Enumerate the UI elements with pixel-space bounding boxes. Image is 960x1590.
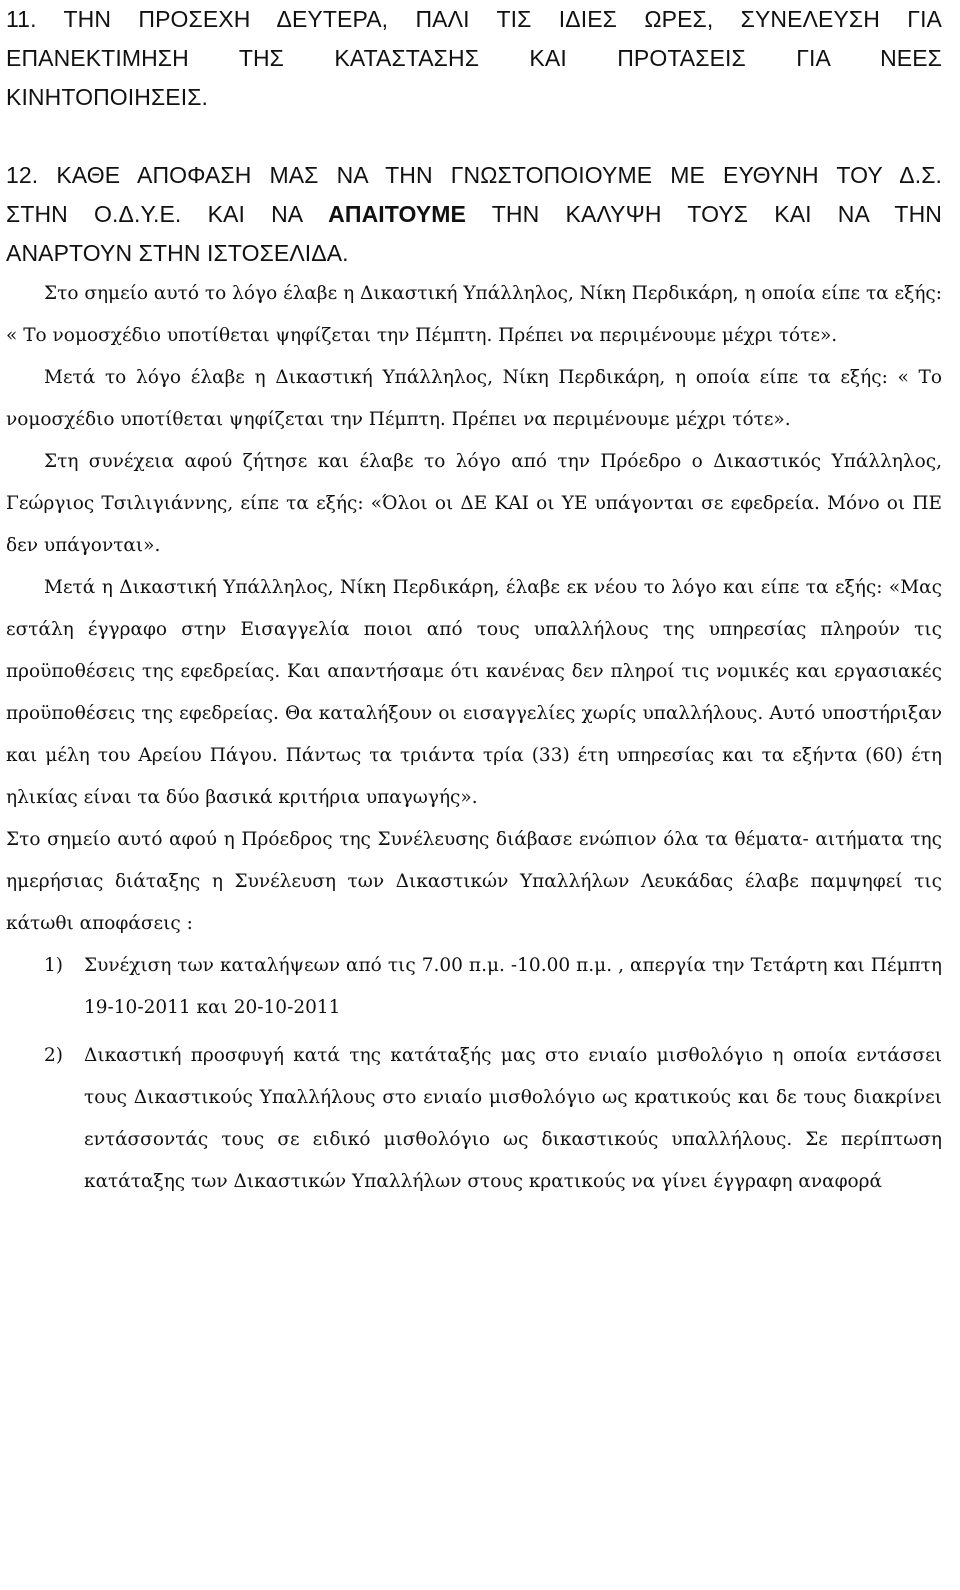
decision-item	[6, 945, 942, 1029]
decision-text: Συνέχιση των καταλήψεων από τις 7.00 π.μ. -10.00 π.μ. , απεργία την Τετάρτη και Πέμπτη 19-10-2011 και 20-10-2011	[84, 955, 942, 1018]
paragraph-perdikari-1: Στο σημείο αυτό το λόγο έλαβε η Δικαστική Υπάλληλος, Νίκη Περδικάρη, η οποία είπε τα εξής: « Το νομοσχέδιο υποτίθεται ψηφίζεται την Πέμπτη. Πρέπει να περιμένουμε μέχρι τότε».	[6, 283, 942, 346]
document-page	[6, 0, 942, 1590]
item-12-line-1: 12. ΚΑΘΕ ΑΠΟΦΑΣΗ ΜΑΣ ΝΑ ΤΗΝ ΓΝΩΣΤΟΠΟΙΟΥΜΕ ΜΕ ΕΥΘΥΝΗ ΤΟΥ Δ.Σ.	[6, 162, 942, 188]
item-12-line-2-start: ΣΤΗΝ Ο.Δ.Υ.Ε. ΚΑΙ ΝΑ	[6, 201, 302, 227]
item-12-emphasis: ΑΠΑΙΤΟΥΜΕ	[328, 201, 467, 227]
item-11-line-3: ΚΙΝΗΤΟΠΟΙΗΣΕΙΣ.	[6, 84, 209, 110]
item-11	[6, 0, 942, 117]
item-12-line-2-end: ΤΗΝ ΚΑΛΥΨΗ ΤΟΥΣ ΚΑΙ ΝΑ ΤΗΝ	[491, 201, 942, 227]
decision-number: 2)	[44, 1045, 63, 1066]
item-12-line-3: ΑΝΑΡΤΟΥΝ ΣΤΗΝ ΙΣΤΟΣΕΛΙΔΑ.	[6, 240, 349, 266]
item-12	[6, 156, 942, 273]
item-11-line-2: ΕΠΑΝΕΚΤΙΜΗΣΗ ΤΗΣ ΚΑΤΑΣΤΑΣΗΣ ΚΑΙ ΠΡΟΤΑΣΕΙΣ ΓΙΑ ΝΕΕΣ	[6, 45, 942, 71]
decisions-list	[6, 945, 942, 1203]
paragraph-decisions-intro: Στο σημείο αυτό αφού η Πρόεδρος της Συνέλευσης διάβασε ενώπιον όλα τα θέματα- αιτήματα της ημερήσιας διάταξης η Συνέλευση των Δικαστικών Υπαλλήλων Λευκάδας έλαβε παμψηφεί τις κάτωθι αποφάσεις :	[6, 829, 942, 934]
paragraph-perdikari-2: Μετά το λόγο έλαβε η Δικαστική Υπάλληλος, Νίκη Περδικάρη, η οποία είπε τα εξής: « Το νομοσχέδιο υποτίθεται ψηφίζεται την Πέμπτη. Πρέπει να περιμένουμε μέχρι τότε».	[6, 367, 942, 430]
item-11-line-1: 11. ΤΗΝ ΠΡΟΣΕΧΗ ΔΕΥΤΕΡΑ, ΠΑΛΙ ΤΙΣ ΙΔΙΕΣ ΩΡΕΣ, ΣΥΝΕΛΕΥΣΗ ΓΙΑ	[6, 6, 942, 32]
decision-text: Δικαστική προσφυγή κατά της κατάταξής μας στο ενιαίο μισθολόγιο η οποία εντάσσει τους Δικαστικούς Υπαλλήλους στο ενιαίο μισθολόγιο ως κρατικούς και δε τους διακρίνει εντάσσοντάς τους σε ειδικό μισθολόγιο ως δικαστικούς υπαλλήλους. Σε περίπτωση κατάταξης των Δικαστικών Υπαλλήλων στους κρατικούς να γίνει έγγραφη αναφορά	[84, 1045, 942, 1192]
item-12-line-2	[6, 195, 942, 234]
decision-number: 1)	[44, 955, 63, 976]
minutes-body	[6, 273, 942, 1203]
paragraph-perdikari-3: Μετά η Δικαστική Υπάλληλος, Νίκη Περδικάρη, έλαβε εκ νέου το λόγο και είπε τα εξής: «Μας εστάλη έγγραφο στην Εισαγγελία ποιοι από τους υπαλλήλους της υπηρεσίας πληρούν τις προϋποθέσεις της εφεδρείας. Και απαντήσαμε ότι κανένας δεν πληροί τις νομικές και εργασιακές προϋποθέσεις της εφεδρείας. Θα καταλήξουν οι εισαγγελίες χωρίς υπαλλήλους. Αυτό υποστήριξαν και μέλη του Αρείου Πάγου. Πάντως τα τριάντα τρία (33) έτη υπηρεσίας και τα εξήντα (60) έτη ηλικίας είναι τα δύο βασικά κριτήρια υπαγωγής».	[6, 577, 942, 808]
paragraph-tsiligiannis: Στη συνέχεια αφού ζήτησε και έλαβε το λόγο από την Πρόεδρο ο Δικαστικός Υπάλληλος, Γεώργιος Τσιλιγιάννης, είπε τα εξής: «Όλοι οι ΔΕ ΚΑΙ οι ΥΕ υπάγονται σε εφεδρεία. Μόνο οι ΠΕ δεν υπάγονται».	[6, 451, 942, 556]
numbered-items-block	[6, 0, 942, 273]
decision-item	[6, 1035, 942, 1203]
